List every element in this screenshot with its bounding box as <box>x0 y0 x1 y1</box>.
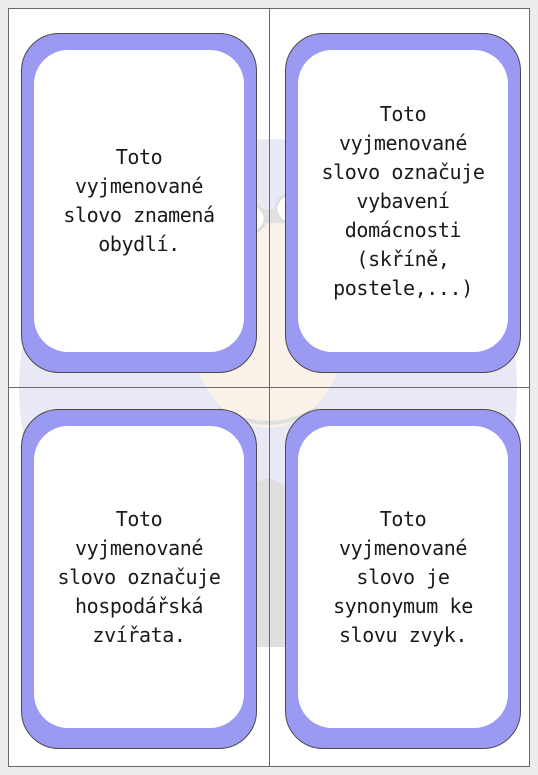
question-card <box>21 33 257 373</box>
card-content <box>298 50 508 352</box>
card-text: Toto vyjmenované slovo znamená obydlí. <box>63 145 215 256</box>
card-content <box>34 50 244 352</box>
card-content <box>298 426 508 728</box>
card-text: Toto vyjmenované slovo je synonymum ke slovu zvyk. <box>333 506 473 647</box>
card-text: Toto vyjmenované slovo označuje vybavení domácnosti (skříně, postele,...) <box>321 101 485 300</box>
question-card <box>285 33 521 373</box>
question-card <box>285 409 521 749</box>
question-card <box>21 409 257 749</box>
cut-line-horizontal <box>9 387 529 388</box>
card-content <box>34 426 244 728</box>
printable-sheet <box>8 8 530 767</box>
card-text: Toto vyjmenované slovo označuje hospodářská zvířata. <box>57 506 221 647</box>
